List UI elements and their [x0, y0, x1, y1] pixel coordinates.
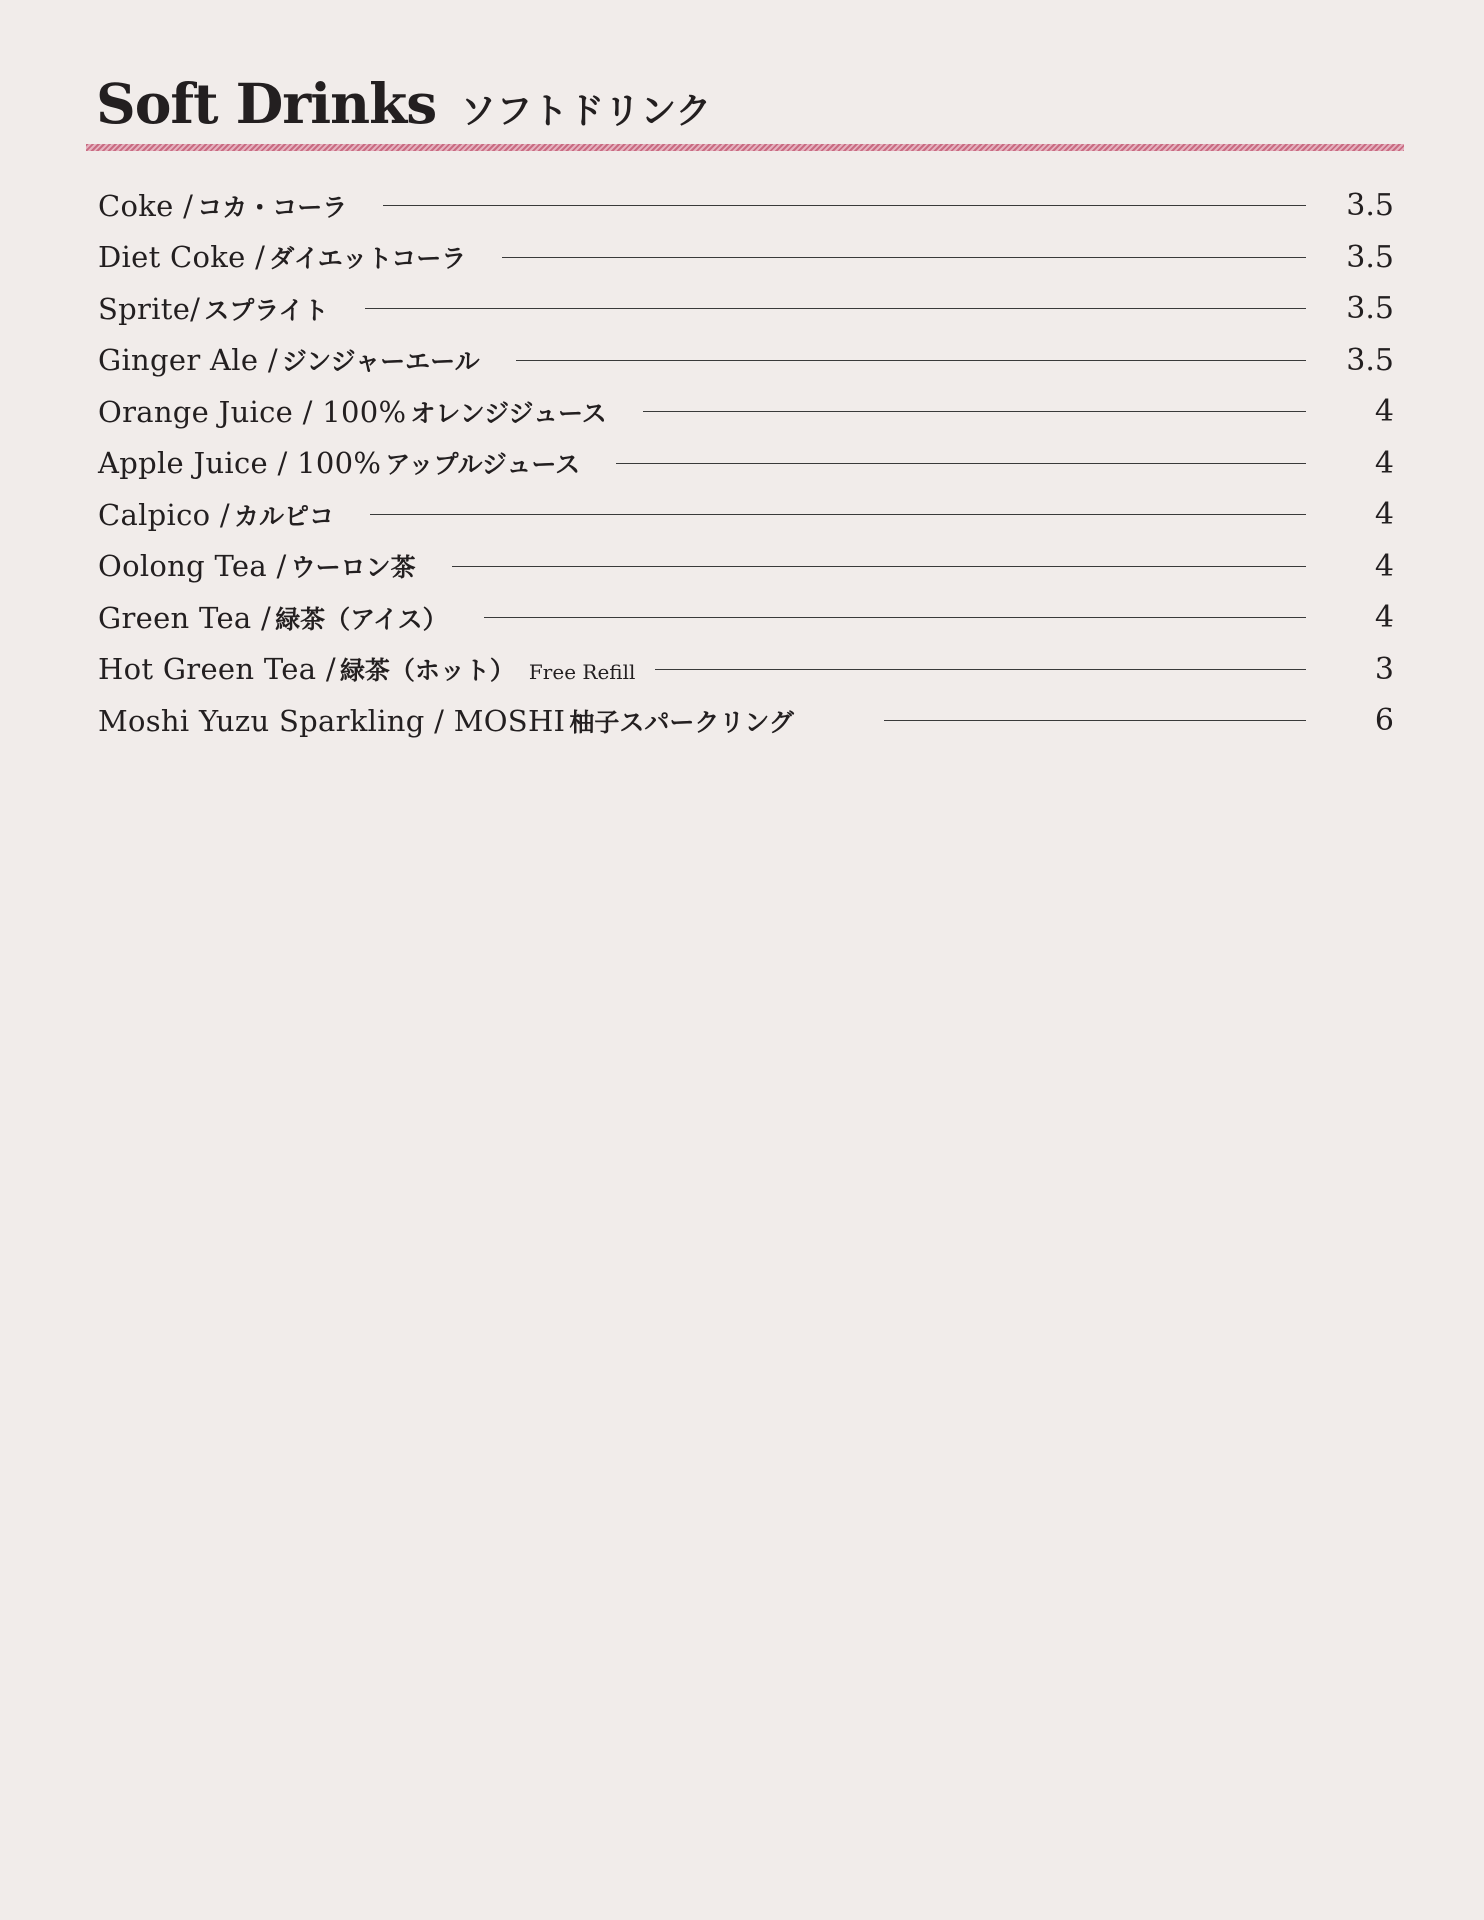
item-name: [98, 342, 480, 378]
leader-line: [365, 308, 1306, 309]
item-price: 4: [1374, 548, 1394, 584]
leader-line: [616, 463, 1306, 464]
item-name: [98, 291, 329, 327]
item-price: 4: [1374, 394, 1394, 430]
menu-item: [98, 232, 1394, 284]
item-name-english: Hot Green Tea /: [98, 652, 336, 687]
item-name-english: Apple Juice / 100%: [98, 446, 382, 481]
item-name-english: Sprite/: [98, 291, 201, 326]
item-name: [98, 394, 607, 430]
item-price: 3.5: [1346, 291, 1394, 327]
item-name-japanese: ダイエットコーラ: [269, 244, 467, 274]
item-name-japanese: カルピコ: [233, 501, 334, 531]
item-price: 4: [1374, 445, 1394, 481]
item-name-english: Oolong Tea /: [98, 549, 287, 584]
item-name-japanese: アップルジュース: [385, 450, 581, 480]
item-price: 4: [1374, 600, 1394, 636]
leader-line: [643, 411, 1306, 412]
item-name-english: Ginger Ale /: [98, 343, 278, 378]
item-name-english: Calpico /: [98, 497, 230, 532]
item-name: [98, 497, 334, 533]
item-name: [98, 703, 794, 739]
item-name-japanese: 緑茶（アイス）: [275, 604, 448, 634]
leader-line: [516, 360, 1306, 361]
item-name-english: Moshi Yuzu Sparkling / MOSHI: [98, 703, 566, 738]
item-name-japanese: ウーロン茶: [290, 553, 416, 583]
item-name-japanese: 緑茶（ホット）: [339, 656, 515, 686]
item-name-english: Coke /: [98, 188, 194, 223]
item-name-english: Diet Coke /: [98, 240, 266, 275]
menu-item: [98, 335, 1394, 387]
item-name-english: Green Tea /: [98, 600, 272, 635]
item-price: 3.5: [1346, 342, 1394, 378]
item-name: [98, 651, 635, 687]
menu-item: [98, 438, 1394, 490]
menu-item: [98, 644, 1394, 696]
menu-item: [98, 592, 1394, 644]
menu-item: [98, 489, 1394, 541]
item-name: [98, 600, 448, 636]
leader-line: [884, 720, 1306, 721]
decorative-divider: [86, 144, 1404, 151]
leader-line: [383, 205, 1306, 206]
item-note: Free Refill: [528, 660, 636, 685]
item-price: 3: [1374, 651, 1394, 687]
leader-line: [484, 617, 1306, 618]
item-name: [98, 548, 416, 584]
item-name-japanese: 柚子スパークリング: [569, 707, 794, 737]
item-name-japanese: ジンジャーエール: [281, 347, 480, 377]
menu-item: [98, 541, 1394, 593]
leader-line: [370, 514, 1306, 515]
menu-item: [98, 386, 1394, 438]
item-name: [98, 239, 466, 275]
menu-list: [98, 180, 1394, 747]
item-name-japanese: コカ・コーラ: [197, 192, 348, 222]
leader-line: [452, 566, 1306, 567]
menu-item: [98, 283, 1394, 335]
item-price: 3.5: [1346, 188, 1394, 224]
leader-line: [502, 257, 1306, 258]
item-name-japanese: オレンジジュース: [410, 398, 607, 428]
section-title-japanese: ソフトドリンク: [460, 91, 712, 132]
item-name-japanese: スプライト: [204, 295, 329, 325]
leader-line: [655, 669, 1306, 670]
item-name: [98, 188, 347, 224]
section-header: [96, 71, 712, 136]
item-name-english: Orange Juice / 100%: [98, 394, 407, 429]
item-price: 3.5: [1346, 239, 1394, 275]
item-name: [98, 445, 580, 481]
menu-item: [98, 180, 1394, 232]
item-price: 4: [1374, 497, 1394, 533]
item-price: 6: [1374, 703, 1394, 739]
menu-item: [98, 695, 1394, 747]
section-title: Soft Drinks: [96, 71, 437, 136]
